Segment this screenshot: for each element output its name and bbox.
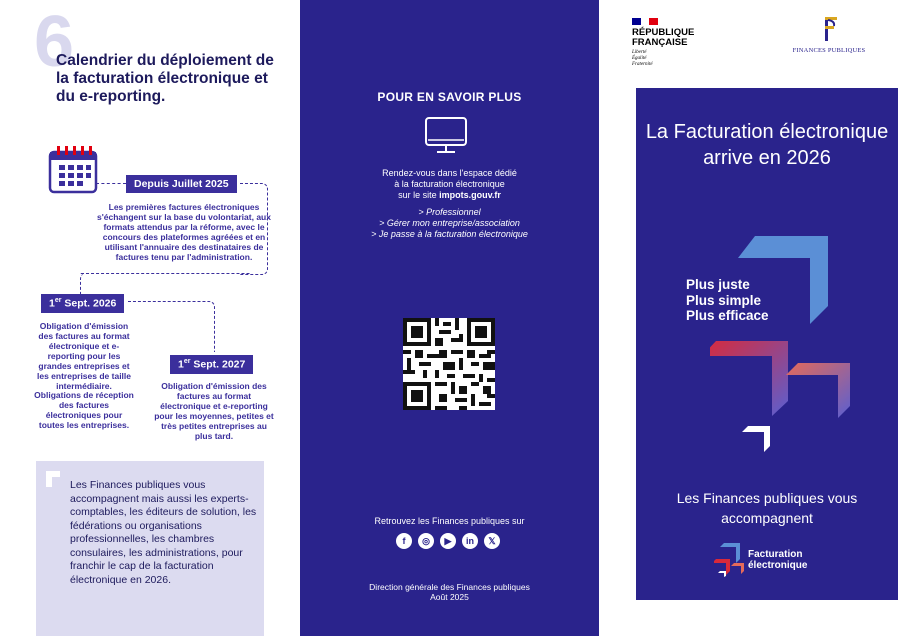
- milestone-description: Les premières factures électroniques s'échangent sur la base du volontariat, aux formats attendus par la réforme, avec le concours des plateformes agréées et en utilisant l'annuaire des destinataires de factures tenu par l'administration.: [97, 202, 271, 262]
- nav-path-item: > Professionnel: [418, 207, 481, 217]
- info-box: [36, 461, 264, 636]
- calendar-title: Calendrier du déploiement de la facturation électronique et du e-reporting.: [56, 52, 274, 105]
- cover-title: La Facturation électronique arrive en 2026: [645, 121, 889, 169]
- nav-path: [300, 207, 599, 240]
- more-info-text: sur le site impots.gouv.fr: [398, 190, 501, 200]
- facturation-electronique-logo: Facturation électronique: [714, 543, 807, 577]
- milestone-date: 1er Sept. 2027: [170, 355, 253, 374]
- calendar-panel: [0, 0, 300, 636]
- arrows-logo-icon: [714, 543, 744, 577]
- timeline-connector: [96, 183, 126, 184]
- arrows-graphic-icon: [710, 236, 850, 456]
- milestone-date: 1er Sept. 2026: [41, 294, 124, 313]
- flag-icon: [632, 18, 658, 25]
- cover-block: [636, 88, 898, 600]
- nav-path-item: > Je passe à la facturation électronique: [371, 229, 528, 239]
- republique-francaise-logo: RÉPUBLIQUE FRANÇAISE Liberté Égalité Fraternité: [632, 18, 702, 68]
- site-link[interactable]: impots.gouv.fr: [439, 190, 501, 200]
- info-text: Les Finances publiques vous accompagnent mais aussi les experts-comptables, les éditeurs de solution, les fédérations ou organisations professionnelles, les chambres consulaires, les administrations, pour franchir le cap de la facturation électronique en 2026.: [70, 479, 257, 586]
- youtube-icon[interactable]: ▶: [440, 533, 456, 549]
- more-info-heading: POUR EN SAVOIR PLUS: [377, 90, 522, 104]
- calendar-icon: [48, 146, 98, 194]
- x-icon[interactable]: 𝕏: [484, 533, 500, 549]
- facebook-icon[interactable]: f: [396, 533, 412, 549]
- monitor-icon: [424, 116, 468, 154]
- nav-path-item: > Gérer mon entreprise/association: [379, 218, 520, 228]
- more-info-text: Rendez-vous dans l'espace dédié: [382, 168, 517, 178]
- instagram-icon[interactable]: ◎: [418, 533, 434, 549]
- social-text: Retrouvez les Finances publiques sur: [374, 516, 525, 526]
- quote-icon: [46, 471, 60, 487]
- more-info-panel: [300, 0, 599, 636]
- slogan: Plus juste Plus simple Plus efficace: [686, 277, 769, 323]
- timeline-connector: [80, 273, 250, 274]
- timeline-connector: [128, 301, 215, 352]
- section-number: 6: [34, 2, 75, 82]
- more-info-text: à la facturation électronique: [394, 179, 505, 189]
- finances-publiques-mark-icon: [819, 16, 839, 42]
- milestone-date: Depuis Juillet 2025: [126, 175, 237, 193]
- footer-date: Août 2025: [430, 592, 469, 602]
- milestone-description: Obligation d'émission des factures au format électronique et e-reporting pour les moyennes, petites et très petites entreprises au plus tard.: [154, 381, 274, 441]
- social-links: [396, 533, 500, 549]
- cover-subtitle: Les Finances publiques vous accompagnent: [676, 490, 858, 526]
- timeline-connector: [80, 273, 251, 295]
- finances-publiques-logo: FINANCES PUBLIQUES: [789, 16, 869, 54]
- milestone-description: Obligation d'émission des factures au format électronique et e-reporting pour les grandes entreprises et les entreprises de taille intermédiaire.: [36, 321, 132, 391]
- linkedin-icon[interactable]: in: [462, 533, 478, 549]
- milestone-description: Obligations de réception des factures électroniques pour toutes les entreprises.: [34, 390, 134, 430]
- cover-panel: [599, 0, 899, 636]
- qr-code[interactable]: [403, 318, 495, 410]
- footer-org: Direction générale des Finances publiques: [369, 582, 530, 592]
